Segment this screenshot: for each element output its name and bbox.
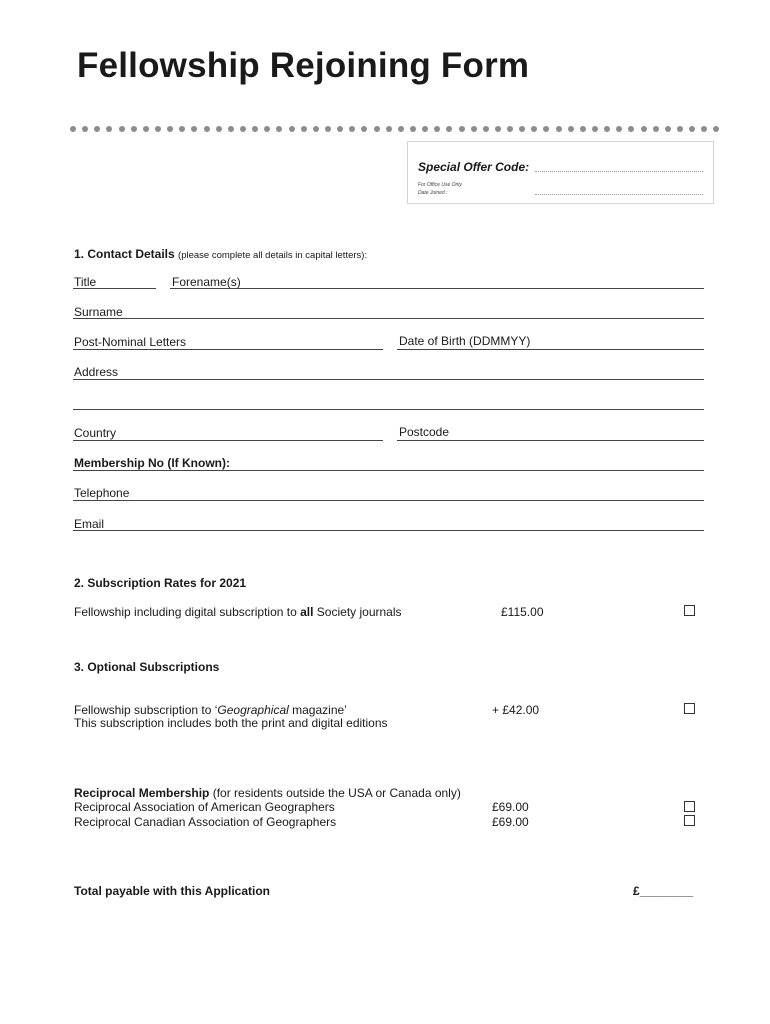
surname-field[interactable] xyxy=(73,318,704,319)
divider-dot xyxy=(580,126,586,132)
divider-dot xyxy=(701,126,707,132)
geographical-note: This subscription includes both the print and digital editions xyxy=(74,716,388,730)
membership-no-field[interactable] xyxy=(73,470,704,471)
geographical-price: + £42.00 xyxy=(492,703,540,717)
divider-dot xyxy=(507,126,513,132)
fellowship-digital-label xyxy=(74,605,402,619)
dob-field[interactable] xyxy=(397,349,704,350)
divider-dot xyxy=(628,126,634,132)
form-title: Fellowship Rejoining Form xyxy=(77,46,530,85)
geographical-text-italic: Geographical xyxy=(217,703,289,717)
postcode-label: Postcode xyxy=(399,425,450,439)
divider-dot xyxy=(106,126,112,132)
reciprocal-cag-checkbox[interactable] xyxy=(684,815,695,826)
contact-details-heading xyxy=(74,247,367,261)
divider-dot xyxy=(143,126,149,132)
divider-dot xyxy=(592,126,598,132)
divider-dot xyxy=(337,126,343,132)
membership-no-label: Membership No (If Known): xyxy=(74,456,230,470)
divider-dot xyxy=(568,126,574,132)
divider-dot xyxy=(240,126,246,132)
divider-dot xyxy=(410,126,416,132)
divider-dot xyxy=(641,126,647,132)
divider-dot xyxy=(471,126,477,132)
divider-dot xyxy=(519,126,525,132)
email-field[interactable] xyxy=(73,530,704,531)
contact-heading-text: 1. Contact Details xyxy=(74,247,175,261)
divider-dot xyxy=(301,126,307,132)
divider-dot xyxy=(556,126,562,132)
divider-dot xyxy=(119,126,125,132)
divider-dot xyxy=(713,126,719,132)
divider-dot xyxy=(483,126,489,132)
divider-dot xyxy=(228,126,234,132)
reciprocal-heading xyxy=(74,786,461,800)
forenames-field[interactable] xyxy=(170,288,704,289)
office-use-label: For Office Use Only xyxy=(418,182,462,188)
title-field[interactable] xyxy=(73,288,156,289)
divider-dot xyxy=(689,126,695,132)
divider-dot xyxy=(616,126,622,132)
subscription-rates-heading: 2. Subscription Rates for 2021 xyxy=(74,576,247,590)
divider-dot xyxy=(252,126,258,132)
divider-dot xyxy=(543,126,549,132)
total-payable-label: Total payable with this Application xyxy=(74,884,271,898)
email-label: Email xyxy=(74,517,105,531)
reciprocal-cag-price: £69.00 xyxy=(492,815,529,829)
postcode-field[interactable] xyxy=(397,440,704,441)
divider-dot xyxy=(82,126,88,132)
fellowship-digital-checkbox[interactable] xyxy=(684,605,695,616)
date-joined-label: Date Joined : xyxy=(418,190,448,196)
office-use-box xyxy=(407,141,714,204)
divider-dot xyxy=(459,126,465,132)
divider-dot xyxy=(422,126,428,132)
reciprocal-heading-text: Reciprocal Membership xyxy=(74,786,210,800)
address-field-line-1[interactable] xyxy=(73,379,704,380)
divider-dot xyxy=(349,126,355,132)
fellowship-text-post: Society journals xyxy=(313,605,402,619)
divider-dot xyxy=(398,126,404,132)
contact-heading-note: (please complete all details in capital letters): xyxy=(178,250,368,261)
geographical-text-post: magazine’ xyxy=(288,703,347,717)
optional-subscriptions-heading: 3. Optional Subscriptions xyxy=(74,660,220,674)
special-offer-code-field[interactable] xyxy=(535,171,703,172)
divider-dot xyxy=(446,126,452,132)
total-payable-field[interactable]: £________ xyxy=(633,884,694,898)
geographical-text-pre: Fellowship subscription to ‘ xyxy=(74,703,218,717)
divider-dot xyxy=(204,126,210,132)
divider-dot xyxy=(325,126,331,132)
reciprocal-cag-label: Reciprocal Canadian Association of Geographers xyxy=(74,815,337,829)
divider-dot xyxy=(155,126,161,132)
divider-dot xyxy=(665,126,671,132)
address-field-line-2[interactable] xyxy=(73,409,704,410)
divider-dot xyxy=(276,126,282,132)
geographical-checkbox[interactable] xyxy=(684,703,695,714)
divider-dot xyxy=(191,126,197,132)
country-field[interactable] xyxy=(73,440,383,441)
post-nominal-label: Post-Nominal Letters xyxy=(74,335,187,349)
forenames-label: Forename(s) xyxy=(172,275,241,289)
geographical-label xyxy=(74,703,347,717)
dotted-divider xyxy=(70,126,720,132)
divider-dot xyxy=(531,126,537,132)
divider-dot xyxy=(94,126,100,132)
fellowship-text-pre: Fellowship including digital subscription to xyxy=(74,605,301,619)
telephone-field[interactable] xyxy=(73,500,704,501)
address-label: Address xyxy=(74,365,119,379)
divider-dot xyxy=(653,126,659,132)
divider-dot xyxy=(131,126,137,132)
reciprocal-aag-checkbox[interactable] xyxy=(684,801,695,812)
reciprocal-aag-price: £69.00 xyxy=(492,800,529,814)
fellowship-text-bold: all xyxy=(300,605,314,619)
special-offer-code-label: Special Offer Code: xyxy=(418,160,530,174)
divider-dot xyxy=(264,126,270,132)
divider-dot xyxy=(386,126,392,132)
divider-dot xyxy=(289,126,295,132)
dob-label: Date of Birth (DDMMYY) xyxy=(399,334,531,348)
post-nominal-field[interactable] xyxy=(73,349,383,350)
divider-dot xyxy=(434,126,440,132)
divider-dot xyxy=(313,126,319,132)
reciprocal-heading-note: (for residents outside the USA or Canada only) xyxy=(209,786,461,800)
divider-dot xyxy=(70,126,76,132)
fellowship-digital-price: £115.00 xyxy=(501,605,544,619)
surname-label: Surname xyxy=(74,305,123,319)
divider-dot xyxy=(361,126,367,132)
divider-dot xyxy=(216,126,222,132)
date-joined-field[interactable] xyxy=(535,194,703,195)
divider-dot xyxy=(495,126,501,132)
divider-dot xyxy=(677,126,683,132)
divider-dot xyxy=(167,126,173,132)
divider-dot xyxy=(179,126,185,132)
divider-dot xyxy=(374,126,380,132)
country-label: Country xyxy=(74,426,117,440)
divider-dot xyxy=(604,126,610,132)
telephone-label: Telephone xyxy=(74,486,130,500)
title-label: Title xyxy=(74,275,97,289)
reciprocal-aag-label: Reciprocal Association of American Geographers xyxy=(74,800,335,814)
